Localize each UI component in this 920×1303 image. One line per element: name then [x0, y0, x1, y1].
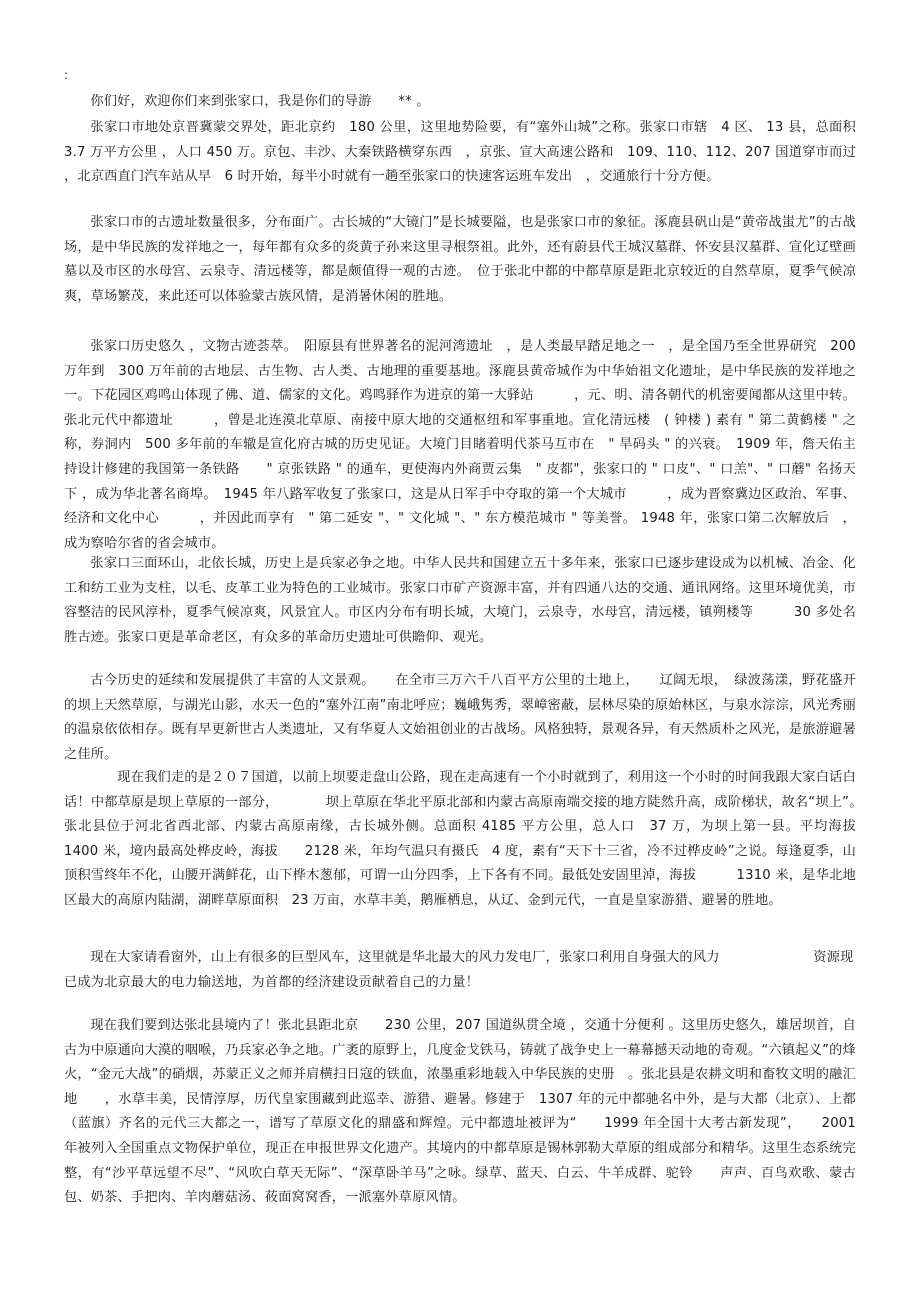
city-overview-paragraph: 张家口市地处京晋冀蒙交界处，距北京约 180 公里，这里地势险要，有“塞外山城”之称。张家口市辖 4 区、 13 县，总面积 3.7 万平方公里 ，人口 450 万。京包、丰沙、大秦铁路横穿东西 ，京张、宣大高速公路和 109、110、112、207 国道穿市而过 ，北京西直门汽车站从早 6 时开始，每半小时就有一趟至张家口的快速客运班车发出 ，交通旅行十分方便。 — [64, 120, 870, 185]
history-paragraph: 张家口历史悠久 ，文物古迹荟萃。 阳原县有世界著名的泥河湾遗址 ，是人类最早踏足地之一 ，是全国乃至全世界研究 200 万年到 300 万年前的古地层、古生物、古人类、古地理的重要基地。涿鹿县黄帝城作为中华始祖文化遗址，是中华民族的发祥地之一。下花园区鸡鸣山体现了佛、道、儒家的文化。鸡鸣驿作为进京的第一大驿站 ，元、明、清各朝代的机密要闻都从这里中转。张北元代中都遗址 ，曾是北连漠北草原、南接中原大地的交通枢纽和军事重地。宣化清远楼 ( 钟楼 ) 素有 " 第二黄鹤楼 " 之称，券洞内 500 多年前的车辙是宣化府古城的历史见证。大境门目睹着明代茶马互市在 " 旱码头 " 的兴衰。 1909 年，詹天佑主持设计修建的我国第一条铁路 " 京张铁路 " 的通车，更使海内外商贾云集 " 皮都"，张家口的 " 口皮"、" 口羔"、" 口蘑" 名扬天下 ，成为华北著名商埠。 1945 年八路军收复了张家口，这是从日军手中夺取的第一个大城市 ，成为晋察冀边区政治、军事、经济和文化中心 ，并因此而享有 " 第二延安 "、" 文化城 "、" 东方模范城市 " 等美誉。 1948 年，张家口第二次解放后 ，成为察哈尔省的省会城市。 — [64, 339, 856, 551]
greeting-paragraph: 你们好，欢迎你们来到张家口，我是你们的导游 ** 。 — [90, 94, 430, 109]
windmill-paragraph: 现在大家请看窗外，山上有很多的巨型风车，这里就是华北最大的风力发电厂，张家口利用自身强大的风力 资源现已成为北京最大的电力输送地，为首都的经济建设贡献着自己的力量！ — [64, 950, 854, 990]
zhangbei-paragraph: 现在我们要到达张北县境内了！张北县距北京 230 公里，207 国道纵贯全境 ，交通十分便利 。这里历史悠久，雄居坝首，自古为中原通向大漠的咽喉，乃兵家必争之地。广袤的原野上，几度金戈铁马，铸就了战争史上一幕幕撼天动地的奇观。“六镇起义”的烽火，“金元大战”的硝烟，苏蒙正义之师并肩横扫日寇的铁血，浓墨重彩地载入中华民族的史册 。张北县是农耕文明和畜牧文明的融汇地 ，水草丰美，民情淳厚，历代皇家围藏到此巡幸、游猎、避暑。修建于 1307 年的元中都驰名中外，是与大都（北京）、上都（蓝旗）齐名的元代三大都之一，谱写了草原文化的鼎盛和辉煌。元中都遗址被评为“ 1999 年全国十大考古新发现”， 2001 年被列入全国重点文物保护单位，现正在申报世界文化遗产。其境内的中都草原是锡林郭勒大草原的组成部分和精华。这里生态系统完整，有“沙平草远望不尽”、“风吹白草天无际”、“深草卧羊马”之咏。绿草、蓝天、白云、牛羊成群、驼铃 声声、百鸟欢歌、蒙古包、奶茶、手把肉、羊肉蘑菇汤、莜面窝窝香，一派塞外草原风情。 — [64, 1018, 856, 1206]
geography-paragraph: 张家口三面环山，北依长城，历史上是兵家必争之地。中华人民共和国建立五十多年来，张家口已逐步建设成为以机械、冶金、化工和纺工业为支柱，以毛、皮革工业为特色的工业城市。张家口市矿产资源丰富，并有四通八达的交通、通讯网络。这里环境优美，市容整洁的民风淳朴，夏季气候凉爽，风景宜人。市区内分布有明长城，大境门，云泉寺，水母宫，清远楼，镇朔楼等 30 多处名胜古迹。张家口更是革命老区，有众多的革命历史遗址可供瞻仰、观光。 — [64, 556, 856, 645]
top-mark: : — [64, 68, 69, 82]
landscape-paragraph: 古今历史的延续和发展提供了丰富的人文景观。 在全市三万六千八百平方公里的土地上， 辽阔无垠， 绿波荡漾，野花盛开的坝上天然草原，与湖光山影，水天一色的“塞外江南”南北呼应；巍峨隽秀，翠嶂密蔽，层林尽染的原始林区，与泉水淙淙，风光秀丽的温泉依依相存。既有早更新世古人类遗址，又有华夏人文始祖创业的古战场。风格独特，景观各异，有天然质朴之风光，是旅游避暑之佳所。 — [64, 673, 856, 762]
ancient-sites-paragraph: 张家口市的古遗址数量很多，分布面广。古长城的“大镜门”是长城要隘，也是张家口市的象征。涿鹿县矾山是“黄帝战蚩尤”的古战场，是中华民族的发祥地之一，每年都有众多的炎黄子孙来这里寻根祭祖。此外，还有蔚县代王城汉墓群、怀安县汉墓群、宣化辽壁画墓以及市区的水母宫、云泉寺、清远楼等，都是颇值得一观的古迹。 位于张北中都的中都草原是距北京较近的自然草原，夏季气候凉爽，草场繁茂，来此还可以体验蒙古族风情，是消暑休闲的胜地。 — [64, 215, 856, 304]
route-paragraph: 现在我们走的是２０７国道，以前上坝要走盘山公路，现在走高速有一个小时就到了，利用这一个小时的时间我跟大家白话白话！中都草原是坝上草原的一部分， 坝上草原在华北平原北部和内蒙古高原南端交接的地方陡然升高，成阶梯状，故名“坝上”。 张北县位于河北省西北部、内蒙古高原南缘，古长城外侧。总面积 4185 平方公里，总人口 37 万，为坝上第一县。平均海拔 1400 米，境内最高处桦皮岭，海拔 2128 米，年均气温只有摄氏 4 度，素有“天下十三省，冷不过桦皮岭”之说。每逢夏季，山顶积雪终年不化，山腰开满鲜花，山下桦木葱郁，可谓一山分四季，上下各有不同。最低处安固里淖，海拔 1310 米，是华北地区最大的高原内陆湖，湖畔草原面积 23 万亩，水草丰美，鹅雁栖息，从辽、金到元代，一直是皇家游猎、避暑的胜地。 — [64, 770, 883, 908]
